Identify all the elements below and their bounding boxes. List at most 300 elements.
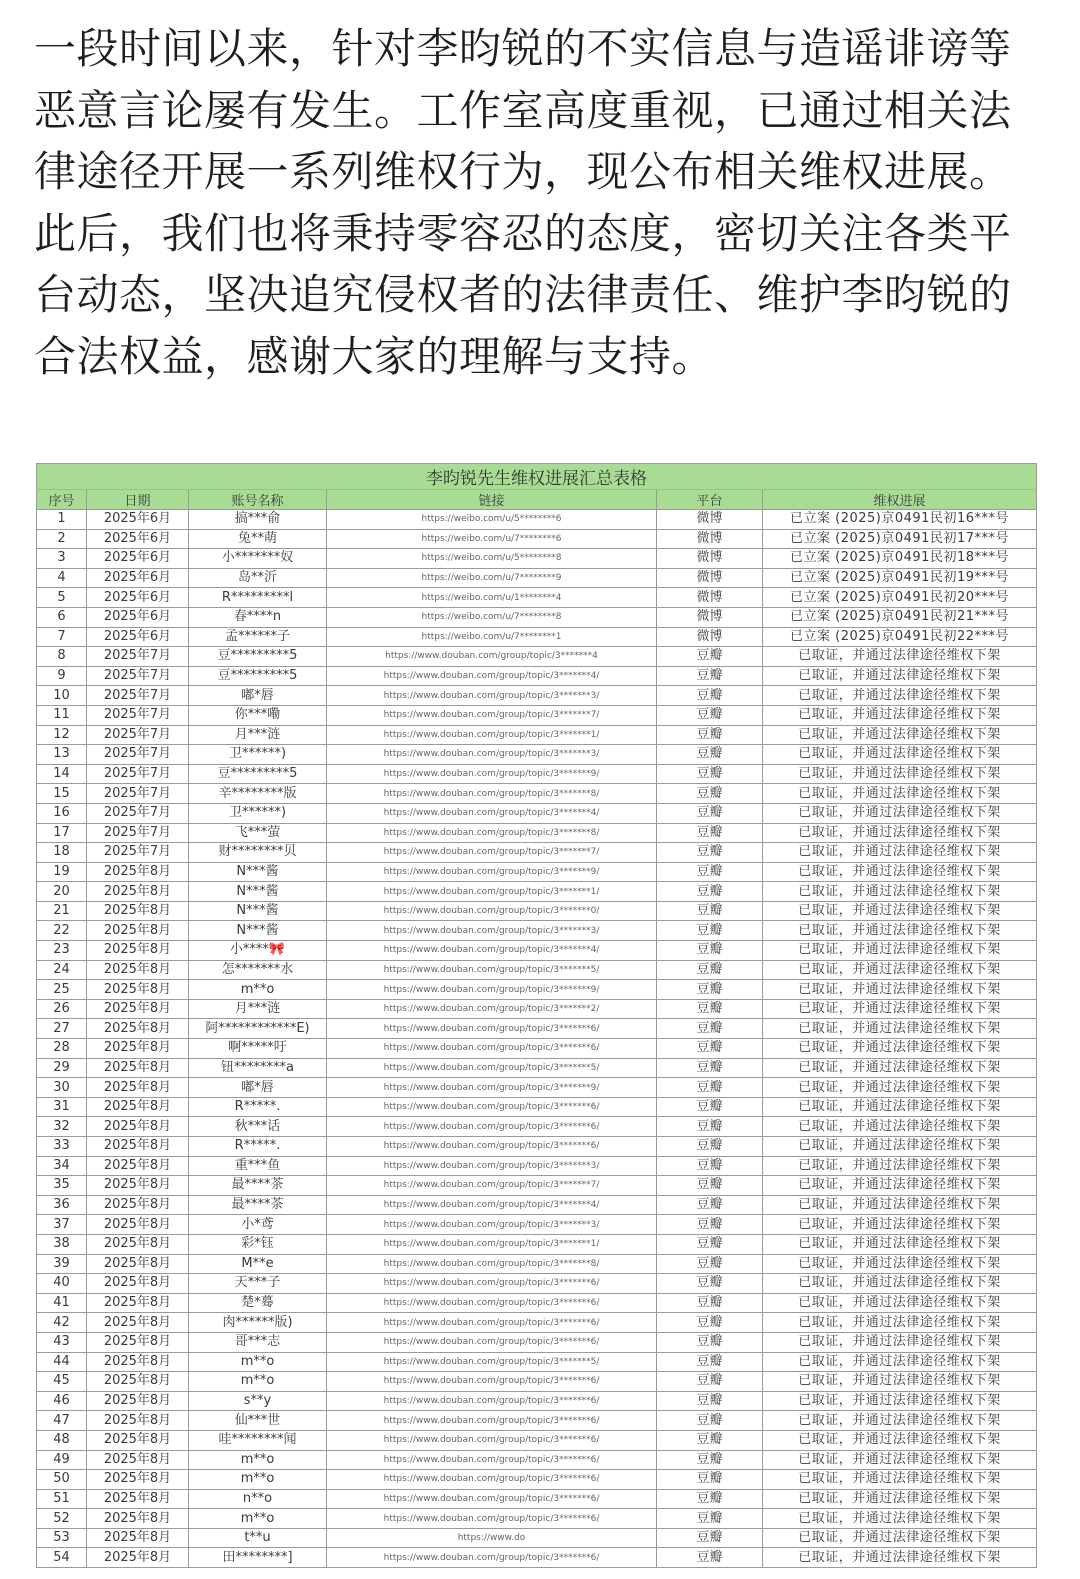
row-progress: 已取证，并通过法律途径维权下架 [763, 1078, 1037, 1098]
row-account-name: 辛********版 [189, 784, 327, 804]
row-index: 22 [37, 921, 87, 941]
table-row [37, 627, 1037, 647]
row-platform: 豆瓣 [657, 764, 763, 784]
row-date: 2025年7月 [87, 666, 189, 686]
row-index: 24 [37, 960, 87, 980]
table-row [37, 1039, 1037, 1059]
row-progress: 已取证，并通过法律途径维权下架 [763, 745, 1037, 765]
row-date: 2025年6月 [87, 607, 189, 627]
row-platform: 豆瓣 [657, 1176, 763, 1196]
table-body [37, 510, 1037, 1568]
row-platform: 豆瓣 [657, 823, 763, 843]
row-progress: 已取证，并通过法律途径维权下架 [763, 1195, 1037, 1215]
row-account-name: 仙***世 [189, 1411, 327, 1431]
row-link[interactable]: https://www.douban.com/group/topic/3*******6/ [327, 1293, 657, 1313]
table-row [37, 784, 1037, 804]
table-row [37, 1450, 1037, 1470]
row-link[interactable]: https://www.douban.com/group/topic/3*******7/ [327, 1176, 657, 1196]
row-platform: 豆瓣 [657, 999, 763, 1019]
row-index: 16 [37, 803, 87, 823]
rights-progress-table-container [36, 463, 1036, 1568]
row-link[interactable]: https://www.douban.com/group/topic/3*******8/ [327, 1254, 657, 1274]
row-link[interactable]: https://www.douban.com/group/topic/3*******6/ [327, 1391, 657, 1411]
row-link[interactable]: https://www.douban.com/group/topic/3*******7/ [327, 705, 657, 725]
row-index: 12 [37, 725, 87, 745]
row-date: 2025年7月 [87, 686, 189, 706]
row-platform: 豆瓣 [657, 1039, 763, 1059]
row-link[interactable]: https://www.douban.com/group/topic/3*******3/ [327, 1156, 657, 1176]
row-date: 2025年6月 [87, 549, 189, 569]
row-index: 1 [37, 510, 87, 530]
row-platform: 微博 [657, 607, 763, 627]
row-link[interactable]: https://www.douban.com/group/topic/3*******6/ [327, 1411, 657, 1431]
row-account-name: 哇********闻 [189, 1430, 327, 1450]
row-progress: 已取证，并通过法律途径维权下架 [763, 1372, 1037, 1392]
row-progress: 已取证，并通过法律途径维权下架 [763, 1470, 1037, 1490]
table-row [37, 510, 1037, 530]
row-link[interactable]: https://weibo.com/u/7********6 [327, 529, 657, 549]
row-date: 2025年7月 [87, 705, 189, 725]
row-index: 49 [37, 1450, 87, 1470]
row-date: 2025年8月 [87, 1293, 189, 1313]
row-progress: 已取证，并通过法律途径维权下架 [763, 1313, 1037, 1333]
row-index: 43 [37, 1332, 87, 1352]
row-progress: 已取证，并通过法律途径维权下架 [763, 941, 1037, 961]
row-account-name: R*****. [189, 1137, 327, 1157]
row-link[interactable]: https://www.douban.com/group/topic/3*******6/ [327, 1430, 657, 1450]
column-header-date: 日期 [87, 490, 189, 510]
row-platform: 豆瓣 [657, 1234, 763, 1254]
row-date: 2025年8月 [87, 1548, 189, 1568]
row-date: 2025年7月 [87, 803, 189, 823]
row-progress: 已立案 (2025)京0491民初16***号 [763, 510, 1037, 530]
row-platform: 豆瓣 [657, 1137, 763, 1157]
row-platform: 豆瓣 [657, 1019, 763, 1039]
row-progress: 已取证，并通过法律途径维权下架 [763, 1509, 1037, 1529]
row-link[interactable]: https://www.douban.com/group/topic/3*******6/ [327, 1509, 657, 1529]
row-link[interactable]: https://www.douban.com/group/topic/3*******6/ [327, 1117, 657, 1137]
table-row [37, 1430, 1037, 1450]
row-account-name: m**o [189, 1450, 327, 1470]
row-progress: 已取证，并通过法律途径维权下架 [763, 1528, 1037, 1548]
row-link[interactable]: https://www.douban.com/group/topic/3*******5/ [327, 1058, 657, 1078]
row-platform: 豆瓣 [657, 941, 763, 961]
row-link[interactable]: https://www.douban.com/group/topic/3*******6/ [327, 1019, 657, 1039]
row-date: 2025年8月 [87, 1156, 189, 1176]
row-platform: 豆瓣 [657, 1450, 763, 1470]
row-account-name: 嘟*唇 [189, 686, 327, 706]
row-link[interactable]: https://www.douban.com/group/topic/3*******6/ [327, 1097, 657, 1117]
row-date: 2025年8月 [87, 1313, 189, 1333]
row-link[interactable]: https://www.douban.com/group/topic/3*******9/ [327, 1078, 657, 1098]
row-link[interactable]: https://weibo.com/u/7********9 [327, 568, 657, 588]
row-link[interactable]: https://www.douban.com/group/topic/3*******6/ [327, 1450, 657, 1470]
row-progress: 已取证，并通过法律途径维权下架 [763, 921, 1037, 941]
row-account-name: 啊*****吁 [189, 1039, 327, 1059]
row-date: 2025年8月 [87, 1195, 189, 1215]
row-link[interactable]: https://www.douban.com/group/topic/3*******3/ [327, 745, 657, 765]
row-link[interactable]: https://www.douban.com/group/topic/3*******2/ [327, 999, 657, 1019]
row-index: 29 [37, 1058, 87, 1078]
row-link[interactable]: https://www.douban.com/group/topic/3*******7/ [327, 843, 657, 863]
row-link[interactable]: https://www.douban.com/group/topic/3*******6/ [327, 1372, 657, 1392]
table-row [37, 1313, 1037, 1333]
row-platform: 豆瓣 [657, 1058, 763, 1078]
row-platform: 豆瓣 [657, 901, 763, 921]
row-index: 34 [37, 1156, 87, 1176]
row-platform: 微博 [657, 627, 763, 647]
row-account-name: 财********贝 [189, 843, 327, 863]
row-platform: 豆瓣 [657, 862, 763, 882]
row-progress: 已立案 (2025)京0491民初20***号 [763, 588, 1037, 608]
rights-progress-table [36, 463, 1037, 1568]
row-date: 2025年8月 [87, 1509, 189, 1529]
row-index: 46 [37, 1391, 87, 1411]
row-date: 2025年8月 [87, 1332, 189, 1352]
table-row [37, 1489, 1037, 1509]
row-link[interactable]: https://www.douban.com/group/topic/3*******4/ [327, 803, 657, 823]
row-link[interactable]: https://www.douban.com/group/topic/3*******5/ [327, 1352, 657, 1372]
row-progress: 已取证，并通过法律途径维权下架 [763, 999, 1037, 1019]
row-progress: 已取证，并通过法律途径维权下架 [763, 705, 1037, 725]
row-account-name: 楚*蓦 [189, 1293, 327, 1313]
row-index: 15 [37, 784, 87, 804]
row-index: 13 [37, 745, 87, 765]
row-platform: 豆瓣 [657, 960, 763, 980]
row-account-name: s**y [189, 1391, 327, 1411]
row-date: 2025年7月 [87, 843, 189, 863]
row-link[interactable]: https://www.douban.com/group/topic/3*******8/ [327, 784, 657, 804]
row-date: 2025年8月 [87, 1470, 189, 1490]
table-row [37, 1332, 1037, 1352]
row-link[interactable]: https://www.douban.com/group/topic/3*******3/ [327, 921, 657, 941]
row-progress: 已取证，并通过法律途径维权下架 [763, 862, 1037, 882]
row-index: 14 [37, 764, 87, 784]
row-index: 37 [37, 1215, 87, 1235]
row-index: 23 [37, 941, 87, 961]
row-platform: 微博 [657, 568, 763, 588]
row-index: 17 [37, 823, 87, 843]
row-date: 2025年6月 [87, 510, 189, 530]
row-platform: 豆瓣 [657, 1215, 763, 1235]
table-row [37, 1352, 1037, 1372]
row-link[interactable]: https://www.douban.com/group/topic/3*******4/ [327, 666, 657, 686]
row-progress: 已取证，并通过法律途径维权下架 [763, 1489, 1037, 1509]
row-platform: 豆瓣 [657, 1470, 763, 1490]
row-account-name: 嘟*唇 [189, 1078, 327, 1098]
row-index: 33 [37, 1137, 87, 1157]
row-platform: 微博 [657, 588, 763, 608]
row-progress: 已取证，并通过法律途径维权下架 [763, 784, 1037, 804]
row-platform: 微博 [657, 510, 763, 530]
row-date: 2025年8月 [87, 1215, 189, 1235]
row-account-name: 钮********a [189, 1058, 327, 1078]
row-date: 2025年8月 [87, 1372, 189, 1392]
row-link[interactable]: https://www.douban.com/group/topic/3*******6/ [327, 1470, 657, 1490]
row-platform: 豆瓣 [657, 705, 763, 725]
column-header-progress: 维权进展 [763, 490, 1037, 510]
table-row [37, 1411, 1037, 1431]
row-progress: 已立案 (2025)京0491民初19***号 [763, 568, 1037, 588]
row-index: 20 [37, 882, 87, 902]
row-platform: 豆瓣 [657, 1352, 763, 1372]
row-index: 6 [37, 607, 87, 627]
row-link[interactable]: https://www.douban.com/group/topic/3*******5/ [327, 960, 657, 980]
row-link[interactable]: https://weibo.com/u/7********1 [327, 627, 657, 647]
row-account-name: 月***涟 [189, 725, 327, 745]
row-index: 9 [37, 666, 87, 686]
table-row [37, 568, 1037, 588]
row-index: 11 [37, 705, 87, 725]
row-account-name: 你***嘞 [189, 705, 327, 725]
row-index: 25 [37, 980, 87, 1000]
row-date: 2025年7月 [87, 823, 189, 843]
row-progress: 已取证，并通过法律途径维权下架 [763, 1097, 1037, 1117]
row-progress: 已取证，并通过法律途径维权下架 [763, 1548, 1037, 1568]
row-date: 2025年7月 [87, 784, 189, 804]
row-progress: 已取证，并通过法律途径维权下架 [763, 1274, 1037, 1294]
table-row [37, 1509, 1037, 1529]
row-index: 30 [37, 1078, 87, 1098]
row-account-name: 哥***志 [189, 1332, 327, 1352]
row-date: 2025年8月 [87, 1097, 189, 1117]
table-row [37, 725, 1037, 745]
row-link[interactable]: https://www.douban.com/group/topic/3*******6/ [327, 1313, 657, 1333]
table-title: 李昀锐先生维权进展汇总表格 [37, 464, 1037, 490]
row-platform: 豆瓣 [657, 1313, 763, 1333]
row-progress: 已取证，并通过法律途径维权下架 [763, 1039, 1037, 1059]
row-platform: 豆瓣 [657, 882, 763, 902]
row-account-name: 飞***萤 [189, 823, 327, 843]
row-account-name: 小****🎀 [189, 941, 327, 961]
row-account-name: 豆*********5 [189, 764, 327, 784]
row-account-name: N***酱 [189, 882, 327, 902]
row-link[interactable]: https://www.douban.com/group/topic/3*******9/ [327, 764, 657, 784]
row-account-name: 重***鱼 [189, 1156, 327, 1176]
row-platform: 豆瓣 [657, 647, 763, 667]
row-progress: 已取证，并通过法律途径维权下架 [763, 901, 1037, 921]
row-account-name: 天***子 [189, 1274, 327, 1294]
table-row [37, 960, 1037, 980]
row-date: 2025年8月 [87, 1391, 189, 1411]
table-row [37, 1372, 1037, 1392]
row-link[interactable]: https://www.douban.com/group/topic/3*******4/ [327, 941, 657, 961]
table-row [37, 1274, 1037, 1294]
row-link[interactable]: https://www.douban.com/group/topic/3*******9/ [327, 980, 657, 1000]
row-link[interactable]: https://www.douban.com/group/topic/3*******6/ [327, 1332, 657, 1352]
row-account-name: n**o [189, 1489, 327, 1509]
row-link[interactable]: https://www.douban.com/group/topic/3*******1/ [327, 1234, 657, 1254]
row-date: 2025年8月 [87, 1058, 189, 1078]
row-progress: 已取证，并通过法律途径维权下架 [763, 1254, 1037, 1274]
row-progress: 已取证，并通过法律途径维权下架 [763, 1391, 1037, 1411]
row-account-name: 肉******版) [189, 1313, 327, 1333]
row-link[interactable]: https://weibo.com/u/5********8 [327, 549, 657, 569]
row-index: 26 [37, 999, 87, 1019]
announcement-text: 一段时间以来，针对李昀锐的不实信息与造谣诽谤等恶意言论屡有发生。工作室高度重视，已通过相关法律途径开展一系列维权行为，现公布相关维权进展。此后，我们也将秉持零容忍的态度，密切关注各类平台动态，坚决追究侵权者的法律责任、维护李昀锐的合法权益，感谢大家的理解与支持。 [34, 24, 1012, 381]
table-row [37, 1176, 1037, 1196]
row-link[interactable]: https://www.do [327, 1528, 657, 1548]
row-platform: 豆瓣 [657, 1489, 763, 1509]
table-row [37, 1470, 1037, 1490]
row-index: 54 [37, 1548, 87, 1568]
row-index: 52 [37, 1509, 87, 1529]
row-link[interactable]: https://www.douban.com/group/topic/3*******9/ [327, 862, 657, 882]
table-header-row [37, 490, 1037, 510]
row-link[interactable]: https://www.douban.com/group/topic/3*******6/ [327, 1274, 657, 1294]
row-date: 2025年8月 [87, 1411, 189, 1431]
row-link[interactable]: https://www.douban.com/group/topic/3*******1/ [327, 882, 657, 902]
row-account-name: m**o [189, 1509, 327, 1529]
row-link[interactable]: https://www.douban.com/group/topic/3*******4/ [327, 1195, 657, 1215]
row-progress: 已取证，并通过法律途径维权下架 [763, 1450, 1037, 1470]
row-platform: 豆瓣 [657, 1117, 763, 1137]
table-row [37, 588, 1037, 608]
row-platform: 豆瓣 [657, 1254, 763, 1274]
row-platform: 豆瓣 [657, 784, 763, 804]
row-platform: 豆瓣 [657, 1372, 763, 1392]
table-row [37, 745, 1037, 765]
row-platform: 豆瓣 [657, 803, 763, 823]
row-platform: 豆瓣 [657, 1528, 763, 1548]
row-progress: 已取证，并通过法律途径维权下架 [763, 1411, 1037, 1431]
row-link[interactable]: https://www.douban.com/group/topic/3*******3/ [327, 1215, 657, 1235]
row-index: 42 [37, 1313, 87, 1333]
row-account-name: 彩*钰 [189, 1234, 327, 1254]
row-platform: 豆瓣 [657, 843, 763, 863]
row-index: 31 [37, 1097, 87, 1117]
row-account-name: 怎*******水 [189, 960, 327, 980]
row-index: 38 [37, 1234, 87, 1254]
row-date: 2025年8月 [87, 999, 189, 1019]
table-row [37, 1293, 1037, 1313]
row-progress: 已取证，并通过法律途径维权下架 [763, 1058, 1037, 1078]
table-row [37, 1548, 1037, 1568]
row-link[interactable]: https://www.douban.com/group/topic/3*******0/ [327, 901, 657, 921]
row-link[interactable]: https://www.douban.com/group/topic/3*******1/ [327, 725, 657, 745]
row-account-name: 最****茶 [189, 1176, 327, 1196]
row-platform: 豆瓣 [657, 1411, 763, 1431]
row-platform: 豆瓣 [657, 1509, 763, 1529]
row-account-name: m**o [189, 980, 327, 1000]
table-row [37, 1391, 1037, 1411]
table-row [37, 705, 1037, 725]
row-account-name: N***酱 [189, 901, 327, 921]
row-date: 2025年6月 [87, 529, 189, 549]
row-index: 2 [37, 529, 87, 549]
column-header-account: 账号名称 [189, 490, 327, 510]
row-progress: 已取证，并通过法律途径维权下架 [763, 803, 1037, 823]
row-account-name: R*****. [189, 1097, 327, 1117]
table-row [37, 901, 1037, 921]
row-date: 2025年8月 [87, 941, 189, 961]
row-link[interactable]: https://www.douban.com/group/topic/3*******6/ [327, 1548, 657, 1568]
row-index: 27 [37, 1019, 87, 1039]
row-account-name: t**u [189, 1528, 327, 1548]
row-link[interactable]: https://www.douban.com/group/topic/3*******6/ [327, 1489, 657, 1509]
row-index: 8 [37, 647, 87, 667]
row-index: 19 [37, 862, 87, 882]
row-progress: 已立案 (2025)京0491民初17***号 [763, 529, 1037, 549]
row-date: 2025年8月 [87, 1430, 189, 1450]
table-row [37, 647, 1037, 667]
row-account-name: 岛**沂 [189, 568, 327, 588]
row-index: 53 [37, 1528, 87, 1548]
row-index: 50 [37, 1470, 87, 1490]
row-index: 51 [37, 1489, 87, 1509]
row-progress: 已取证，并通过法律途径维权下架 [763, 1352, 1037, 1372]
row-account-name: 豆*********5 [189, 647, 327, 667]
row-platform: 豆瓣 [657, 1156, 763, 1176]
table-row [37, 1234, 1037, 1254]
row-link[interactable]: https://www.douban.com/group/topic/3*******4 [327, 647, 657, 667]
row-account-name: m**o [189, 1470, 327, 1490]
row-progress: 已立案 (2025)京0491民初21***号 [763, 607, 1037, 627]
row-platform: 微博 [657, 529, 763, 549]
row-date: 2025年8月 [87, 1489, 189, 1509]
row-link[interactable]: https://www.douban.com/group/topic/3*******6/ [327, 1137, 657, 1157]
row-date: 2025年8月 [87, 1274, 189, 1294]
row-date: 2025年8月 [87, 1176, 189, 1196]
table-row [37, 803, 1037, 823]
row-account-name: N***酱 [189, 862, 327, 882]
row-link[interactable]: https://www.douban.com/group/topic/3*******3/ [327, 686, 657, 706]
table-row [37, 1058, 1037, 1078]
row-index: 4 [37, 568, 87, 588]
row-progress: 已取证，并通过法律途径维权下架 [763, 843, 1037, 863]
row-platform: 豆瓣 [657, 745, 763, 765]
row-account-name: 孟******子 [189, 627, 327, 647]
row-progress: 已取证，并通过法律途径维权下架 [763, 1234, 1037, 1254]
column-header-platform: 平台 [657, 490, 763, 510]
row-date: 2025年8月 [87, 921, 189, 941]
row-platform: 豆瓣 [657, 1078, 763, 1098]
row-date: 2025年8月 [87, 1352, 189, 1372]
row-platform: 豆瓣 [657, 1274, 763, 1294]
table-row [37, 1117, 1037, 1137]
row-platform: 豆瓣 [657, 686, 763, 706]
row-platform: 豆瓣 [657, 980, 763, 1000]
row-date: 2025年8月 [87, 1234, 189, 1254]
row-link[interactable]: https://weibo.com/u/1********4 [327, 588, 657, 608]
row-date: 2025年6月 [87, 588, 189, 608]
row-index: 7 [37, 627, 87, 647]
row-link[interactable]: https://weibo.com/u/7********8 [327, 607, 657, 627]
row-index: 39 [37, 1254, 87, 1274]
row-progress: 已取证，并通过法律途径维权下架 [763, 882, 1037, 902]
row-date: 2025年8月 [87, 1450, 189, 1470]
row-account-name: 阿************E) [189, 1019, 327, 1039]
table-row [37, 843, 1037, 863]
row-link[interactable]: https://www.douban.com/group/topic/3*******6/ [327, 1039, 657, 1059]
row-account-name: m**o [189, 1352, 327, 1372]
table-row [37, 1215, 1037, 1235]
row-account-name: M**e [189, 1254, 327, 1274]
row-account-name: 最****茶 [189, 1195, 327, 1215]
row-account-name: 小*******奴 [189, 549, 327, 569]
table-row [37, 823, 1037, 843]
row-progress: 已立案 (2025)京0491民初22***号 [763, 627, 1037, 647]
row-link[interactable]: https://weibo.com/u/5********6 [327, 510, 657, 530]
row-index: 21 [37, 901, 87, 921]
row-link[interactable]: https://www.douban.com/group/topic/3*******8/ [327, 823, 657, 843]
row-account-name: 田********] [189, 1548, 327, 1568]
row-date: 2025年8月 [87, 862, 189, 882]
row-platform: 豆瓣 [657, 1195, 763, 1215]
row-account-name: 春****n [189, 607, 327, 627]
row-index: 48 [37, 1430, 87, 1450]
row-date: 2025年8月 [87, 980, 189, 1000]
